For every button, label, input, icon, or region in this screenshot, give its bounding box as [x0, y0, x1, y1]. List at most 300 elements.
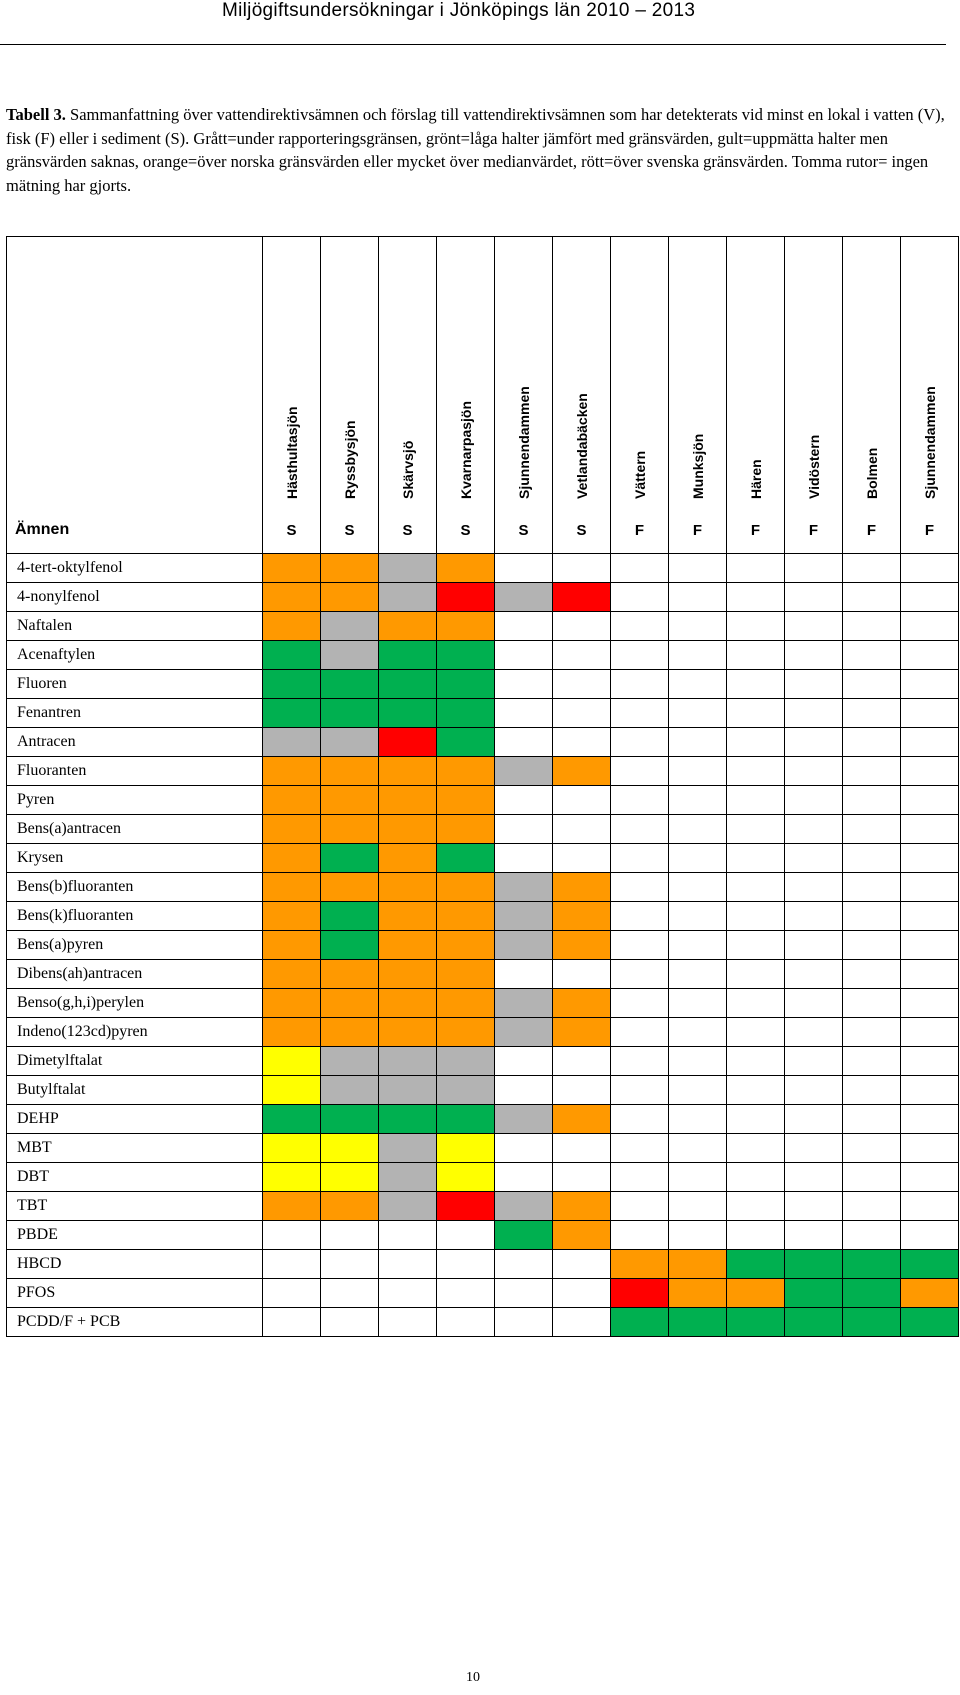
table-row [7, 583, 959, 612]
result-cell [901, 960, 959, 989]
result-cell [901, 989, 959, 1018]
result-cell [727, 1047, 785, 1076]
result-cell [379, 931, 437, 960]
column-header-label: Hären [747, 459, 764, 499]
result-cell [553, 815, 611, 844]
result-cell [379, 1308, 437, 1337]
result-cell [321, 1018, 379, 1047]
result-cell [843, 960, 901, 989]
result-cell [379, 554, 437, 583]
result-cell [727, 989, 785, 1018]
matrix-type-cell: F [611, 507, 669, 554]
result-cell [263, 960, 321, 989]
result-cell [727, 815, 785, 844]
matrix-type-row [7, 507, 959, 554]
matrix-type-cell: F [901, 507, 959, 554]
result-cell [263, 757, 321, 786]
result-cell [437, 844, 495, 873]
result-cell [785, 1076, 843, 1105]
result-cell [437, 757, 495, 786]
result-cell [263, 873, 321, 902]
result-cell [901, 699, 959, 728]
result-cell [901, 844, 959, 873]
result-cell [263, 554, 321, 583]
table-row [7, 815, 959, 844]
result-cell [669, 902, 727, 931]
result-cell [495, 1134, 553, 1163]
result-cell [553, 1279, 611, 1308]
result-cell [901, 554, 959, 583]
result-cell [901, 641, 959, 670]
table-row [7, 641, 959, 670]
result-cell [495, 1076, 553, 1105]
result-cell [843, 1279, 901, 1308]
result-cell [727, 1105, 785, 1134]
result-cell [553, 989, 611, 1018]
result-cell [379, 1134, 437, 1163]
result-cell [495, 960, 553, 989]
result-cell [843, 844, 901, 873]
column-header-label: Vidöstern [805, 434, 822, 499]
result-cell [785, 960, 843, 989]
result-cell [553, 1250, 611, 1279]
result-cell [379, 641, 437, 670]
result-cell [669, 641, 727, 670]
result-cell [553, 873, 611, 902]
result-cell [785, 554, 843, 583]
column-header-cell [263, 237, 321, 508]
result-cell [437, 670, 495, 699]
result-cell [379, 757, 437, 786]
result-cell [495, 931, 553, 960]
result-cell [495, 1308, 553, 1337]
substance-name: PFOS [7, 1279, 263, 1308]
result-cell [785, 1018, 843, 1047]
result-cell [321, 1192, 379, 1221]
table-row [7, 989, 959, 1018]
column-header-cell [495, 237, 553, 508]
result-cell [611, 699, 669, 728]
result-cell [611, 1221, 669, 1250]
result-cell [727, 699, 785, 728]
result-cell [669, 612, 727, 641]
result-cell [321, 844, 379, 873]
result-cell [321, 815, 379, 844]
result-cell [727, 1192, 785, 1221]
result-cell [495, 554, 553, 583]
result-cell [495, 1192, 553, 1221]
result-cell [553, 1105, 611, 1134]
result-cell [843, 757, 901, 786]
substance-name: 4-nonylfenol [7, 583, 263, 612]
result-cell [321, 1163, 379, 1192]
result-cell [611, 728, 669, 757]
result-cell [321, 1279, 379, 1308]
result-cell [727, 1308, 785, 1337]
result-cell [321, 612, 379, 641]
result-cell [437, 1134, 495, 1163]
result-cell [611, 989, 669, 1018]
result-cell [727, 554, 785, 583]
result-cell [611, 815, 669, 844]
result-cell [785, 612, 843, 641]
result-cell [379, 815, 437, 844]
result-cell [901, 1076, 959, 1105]
result-cell [553, 641, 611, 670]
result-cell [901, 1163, 959, 1192]
result-cell [437, 931, 495, 960]
result-cell [263, 728, 321, 757]
result-cell [843, 554, 901, 583]
result-cell [495, 1047, 553, 1076]
result-cell [321, 554, 379, 583]
result-cell [321, 960, 379, 989]
table-caption-text: Sammanfattning över vattendirektivsämnen och förslag till vattendirektivsämnen som har detekterats vid minst en lokal i vatten (V), fisk (F) eller i sediment (S). Grått=under rapporteringsgränsen, grönt=låga halter jämfört med gränsvärden, gult=uppmätta halter men gränsvärden saknas, orange=över norska gränsvärden eller mycket över medianvärdet, rött=över svenska gränsvärden. Tomma rutor= ingen mätning har gjorts. [6, 105, 945, 195]
result-cell [785, 844, 843, 873]
result-cell [495, 1250, 553, 1279]
table-row [7, 699, 959, 728]
result-cell [727, 1221, 785, 1250]
column-header-label: Sjunnendammen [515, 386, 532, 499]
table-caption [6, 103, 946, 197]
result-cell [495, 583, 553, 612]
result-cell [553, 583, 611, 612]
result-cell [495, 873, 553, 902]
result-cell [495, 1163, 553, 1192]
result-cell [901, 1134, 959, 1163]
result-cell [785, 989, 843, 1018]
result-cell [495, 612, 553, 641]
result-cell [321, 757, 379, 786]
result-cell [843, 612, 901, 641]
header-divider [0, 44, 946, 45]
table-caption-label: Tabell 3. [6, 105, 66, 124]
result-cell [263, 844, 321, 873]
table-row [7, 1018, 959, 1047]
result-cell [785, 815, 843, 844]
result-cell [901, 728, 959, 757]
substance-name: Bens(a)pyren [7, 931, 263, 960]
result-cell [785, 786, 843, 815]
result-cell [843, 1308, 901, 1337]
result-cell [263, 1105, 321, 1134]
table-row [7, 612, 959, 641]
result-cell [843, 902, 901, 931]
substance-name: Pyren [7, 786, 263, 815]
result-cell [379, 728, 437, 757]
result-cell [553, 728, 611, 757]
result-cell [495, 902, 553, 931]
result-cell [785, 931, 843, 960]
document-title: Miljögiftsundersökningar i Jönköpings län 2010 – 2013 [222, 0, 696, 21]
result-cell [553, 1308, 611, 1337]
substance-name: Fluoranten [7, 757, 263, 786]
result-cell [785, 1250, 843, 1279]
column-header-cell [321, 237, 379, 508]
result-cell [379, 873, 437, 902]
result-cell [611, 1192, 669, 1221]
substance-name: Naftalen [7, 612, 263, 641]
result-cell [785, 583, 843, 612]
result-cell [727, 902, 785, 931]
result-cell [321, 583, 379, 612]
result-cell [611, 757, 669, 786]
column-header-label: Bolmen [863, 447, 880, 499]
result-cell [843, 1105, 901, 1134]
column-header-cell [437, 237, 495, 508]
result-cell [611, 1279, 669, 1308]
result-cell [843, 641, 901, 670]
result-cell [611, 670, 669, 699]
result-cell [669, 1018, 727, 1047]
substance-name: DBT [7, 1163, 263, 1192]
column-header-label: Vättern [631, 450, 648, 499]
result-cell [785, 1047, 843, 1076]
result-cell [611, 786, 669, 815]
result-cell [843, 1163, 901, 1192]
result-cell [669, 1163, 727, 1192]
result-cell [901, 1279, 959, 1308]
result-cell [321, 786, 379, 815]
result-cell [321, 1250, 379, 1279]
result-cell [611, 641, 669, 670]
table-row [7, 931, 959, 960]
result-cell [321, 931, 379, 960]
result-cell [611, 1018, 669, 1047]
substance-name: HBCD [7, 1250, 263, 1279]
column-header-cell [727, 237, 785, 508]
column-header-label: Vetlandabäcken [573, 393, 590, 499]
result-cell [611, 1047, 669, 1076]
result-cell [785, 757, 843, 786]
matrix-type-cell: F [843, 507, 901, 554]
result-cell [843, 989, 901, 1018]
result-cell [669, 1192, 727, 1221]
result-cell [495, 1105, 553, 1134]
result-cell [437, 728, 495, 757]
result-cell [379, 989, 437, 1018]
table-row [7, 873, 959, 902]
substance-name: Indeno(123cd)pyren [7, 1018, 263, 1047]
result-cell [611, 902, 669, 931]
result-cell [727, 1134, 785, 1163]
substance-name: Bens(b)fluoranten [7, 873, 263, 902]
result-cell [321, 699, 379, 728]
result-cell [321, 1134, 379, 1163]
result-cell [727, 1250, 785, 1279]
result-cell [727, 583, 785, 612]
column-header-label: Sjunnendammen [921, 386, 938, 499]
table-row [7, 786, 959, 815]
result-cell [437, 1308, 495, 1337]
result-cell [843, 1221, 901, 1250]
result-cell [437, 786, 495, 815]
result-cell [901, 1250, 959, 1279]
result-cell [727, 960, 785, 989]
table-row [7, 554, 959, 583]
result-cell [263, 699, 321, 728]
result-cell [321, 1076, 379, 1105]
result-cell [611, 554, 669, 583]
result-cell [901, 1308, 959, 1337]
table-row [7, 1134, 959, 1163]
result-cell [437, 1192, 495, 1221]
result-cell [495, 1279, 553, 1308]
result-cell [495, 1221, 553, 1250]
result-cell [611, 1134, 669, 1163]
result-cell [611, 1308, 669, 1337]
result-cell [379, 902, 437, 931]
result-cell [263, 583, 321, 612]
substance-table-container [6, 236, 958, 1337]
table-row [7, 1279, 959, 1308]
result-cell [611, 960, 669, 989]
result-cell [669, 931, 727, 960]
result-cell [669, 873, 727, 902]
result-cell [901, 583, 959, 612]
result-cell [669, 844, 727, 873]
table-row [7, 1076, 959, 1105]
result-cell [379, 1279, 437, 1308]
result-cell [321, 728, 379, 757]
matrix-type-cell: F [785, 507, 843, 554]
result-cell [263, 931, 321, 960]
result-cell [379, 1047, 437, 1076]
table-row [7, 1221, 959, 1250]
table-row [7, 1163, 959, 1192]
result-cell [727, 670, 785, 699]
result-cell [553, 699, 611, 728]
result-cell [785, 1105, 843, 1134]
result-cell [843, 728, 901, 757]
result-cell [727, 1279, 785, 1308]
result-cell [901, 612, 959, 641]
column-header-label: Hästhultasjön [283, 406, 300, 499]
substance-name: Antracen [7, 728, 263, 757]
result-cell [901, 1221, 959, 1250]
result-cell [843, 1192, 901, 1221]
matrix-type-cell: S [495, 507, 553, 554]
result-cell [495, 757, 553, 786]
result-cell [785, 1308, 843, 1337]
result-cell [437, 554, 495, 583]
table-row [7, 844, 959, 873]
result-cell [669, 1308, 727, 1337]
column-header-row [7, 237, 959, 508]
result-cell [379, 844, 437, 873]
result-cell [263, 641, 321, 670]
result-cell [669, 670, 727, 699]
result-cell [611, 1105, 669, 1134]
column-header-cell [843, 237, 901, 508]
result-cell [437, 1076, 495, 1105]
result-cell [727, 931, 785, 960]
result-cell [263, 1134, 321, 1163]
substance-name: MBT [7, 1134, 263, 1163]
substance-name: Dimetylftalat [7, 1047, 263, 1076]
substance-name: PBDE [7, 1221, 263, 1250]
result-cell [263, 1221, 321, 1250]
table-row [7, 1308, 959, 1337]
result-cell [785, 1192, 843, 1221]
column-header-cell [379, 237, 437, 508]
result-cell [843, 873, 901, 902]
result-cell [437, 699, 495, 728]
table-row [7, 1105, 959, 1134]
result-cell [553, 1134, 611, 1163]
matrix-type-cell: S [553, 507, 611, 554]
substance-name: Krysen [7, 844, 263, 873]
result-cell [901, 1192, 959, 1221]
substance-name: Bens(a)antracen [7, 815, 263, 844]
result-cell [263, 1279, 321, 1308]
result-cell [669, 757, 727, 786]
result-cell [553, 670, 611, 699]
result-cell [727, 786, 785, 815]
result-cell [727, 757, 785, 786]
result-cell [611, 612, 669, 641]
result-cell [437, 873, 495, 902]
result-cell [321, 873, 379, 902]
result-cell [321, 670, 379, 699]
result-cell [669, 699, 727, 728]
result-cell [263, 1250, 321, 1279]
result-cell [669, 989, 727, 1018]
result-cell [379, 699, 437, 728]
result-cell [379, 1163, 437, 1192]
substance-name: Fluoren [7, 670, 263, 699]
matrix-type-cell: S [437, 507, 495, 554]
result-cell [901, 815, 959, 844]
result-cell [437, 815, 495, 844]
result-cell [437, 1221, 495, 1250]
result-cell [379, 786, 437, 815]
result-cell [495, 844, 553, 873]
result-cell [901, 873, 959, 902]
result-cell [785, 728, 843, 757]
result-cell [785, 1163, 843, 1192]
table-row [7, 960, 959, 989]
substance-name: DEHP [7, 1105, 263, 1134]
result-cell [669, 1221, 727, 1250]
matrix-type-cell: F [727, 507, 785, 554]
result-cell [669, 1047, 727, 1076]
result-cell [785, 1134, 843, 1163]
result-cell [785, 699, 843, 728]
result-cell [785, 873, 843, 902]
result-cell [437, 1279, 495, 1308]
result-cell [901, 670, 959, 699]
result-cell [437, 583, 495, 612]
result-cell [901, 786, 959, 815]
result-cell [495, 989, 553, 1018]
result-cell [437, 1163, 495, 1192]
result-cell [553, 757, 611, 786]
substance-name: Butylftalat [7, 1076, 263, 1105]
result-cell [669, 1279, 727, 1308]
result-cell [785, 641, 843, 670]
result-cell [263, 612, 321, 641]
result-cell [669, 960, 727, 989]
result-cell [379, 1018, 437, 1047]
result-cell [321, 1221, 379, 1250]
result-cell [495, 1018, 553, 1047]
result-cell [321, 1308, 379, 1337]
result-cell [321, 902, 379, 931]
result-cell [669, 1076, 727, 1105]
matrix-type-cell: F [669, 507, 727, 554]
result-cell [553, 1076, 611, 1105]
